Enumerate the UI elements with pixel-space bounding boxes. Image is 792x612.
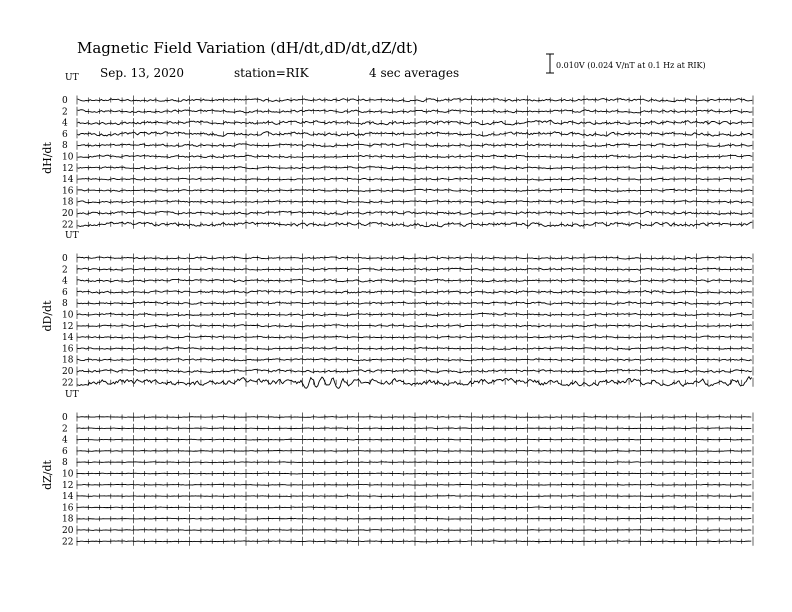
time-axis-label: UT — [65, 73, 79, 83]
trace-line-dZ/dt-8h — [77, 462, 752, 463]
hour-tick-label: 8 — [62, 458, 68, 469]
hour-tick-label: 14 — [62, 333, 74, 344]
trace-line-dZ/dt-10h — [77, 473, 752, 474]
hour-tick-label: 20 — [62, 367, 74, 377]
hour-tick-label: 10 — [62, 469, 74, 480]
chart-title: Magnetic Field Variation (dH/dt,dD/dt,dZ/dt) — [77, 39, 418, 57]
panel-ylabel: dD/dt — [41, 300, 54, 332]
panel-1 — [41, 73, 753, 230]
hour-tick-label: 20 — [62, 209, 74, 219]
chart-date: Sep. 13, 2020 — [100, 66, 185, 80]
trace-line-dZ/dt-22h — [77, 541, 752, 542]
hour-tick-label: 0 — [62, 254, 68, 264]
hour-tick-label: 8 — [62, 141, 68, 152]
hour-tick-label: 4 — [62, 435, 68, 446]
hour-tick-label: 4 — [62, 118, 68, 129]
hour-tick-label: 18 — [62, 355, 74, 366]
hour-tick-label: 16 — [62, 186, 74, 197]
panel-ylabel: dZ/dt — [41, 460, 54, 490]
hour-tick-label: 8 — [62, 299, 68, 310]
trace-line-dZ/dt-18h — [77, 518, 752, 519]
trace-line-dZ/dt-6h — [77, 451, 752, 452]
trace-line-dZ/dt-0h — [77, 417, 752, 418]
hour-tick-label: 10 — [62, 152, 74, 163]
hour-tick-label: 22 — [62, 537, 74, 548]
hour-tick-label: 14 — [62, 175, 74, 186]
trace-line-dZ/dt-20h — [77, 530, 752, 531]
trace-line-dD/dt-22h — [77, 377, 752, 389]
chart-station: station=RIK — [234, 66, 309, 80]
hour-tick-label: 18 — [62, 514, 74, 525]
hour-tick-label: 12 — [62, 480, 74, 491]
panel-2 — [41, 231, 753, 388]
hour-tick-label: 12 — [62, 321, 74, 332]
hour-tick-label: 2 — [62, 424, 68, 435]
panel-3 — [41, 390, 753, 547]
panel-ylabel: dH/dt — [41, 142, 54, 174]
trace-line-dZ/dt-12h — [77, 484, 752, 485]
hour-tick-label: 6 — [62, 446, 68, 457]
hour-tick-label: 10 — [62, 310, 74, 321]
hour-tick-label: 18 — [62, 197, 74, 208]
scale-bar-label: 0.010V (0.024 V/nT at 0.1 Hz at RIK) — [556, 61, 706, 70]
hour-tick-label: 22 — [62, 220, 74, 231]
trace-line-dZ/dt-2h — [77, 428, 752, 429]
hour-tick-label: 20 — [62, 526, 74, 536]
time-axis-label: UT — [65, 390, 79, 400]
trace-line-dZ/dt-16h — [77, 507, 752, 508]
hour-tick-label: 16 — [62, 503, 74, 514]
hour-tick-label: 6 — [62, 287, 68, 298]
scale-bar — [546, 54, 554, 73]
hour-tick-label: 2 — [62, 265, 68, 276]
panels-group — [41, 73, 753, 547]
hour-tick-label: 12 — [62, 163, 74, 174]
hour-tick-label: 4 — [62, 276, 68, 287]
chart-averaging: 4 sec averages — [369, 66, 460, 80]
hour-tick-label: 0 — [62, 413, 68, 423]
hour-tick-label: 2 — [62, 107, 68, 118]
hour-tick-label: 16 — [62, 344, 74, 355]
trace-line-dZ/dt-4h — [77, 439, 752, 440]
hour-tick-label: 0 — [62, 96, 68, 106]
hour-tick-label: 22 — [62, 378, 74, 389]
trace-line-dZ/dt-14h — [77, 496, 752, 497]
hour-tick-label: 6 — [62, 129, 68, 140]
time-axis-label: UT — [65, 231, 79, 241]
hour-tick-label: 14 — [62, 492, 74, 503]
